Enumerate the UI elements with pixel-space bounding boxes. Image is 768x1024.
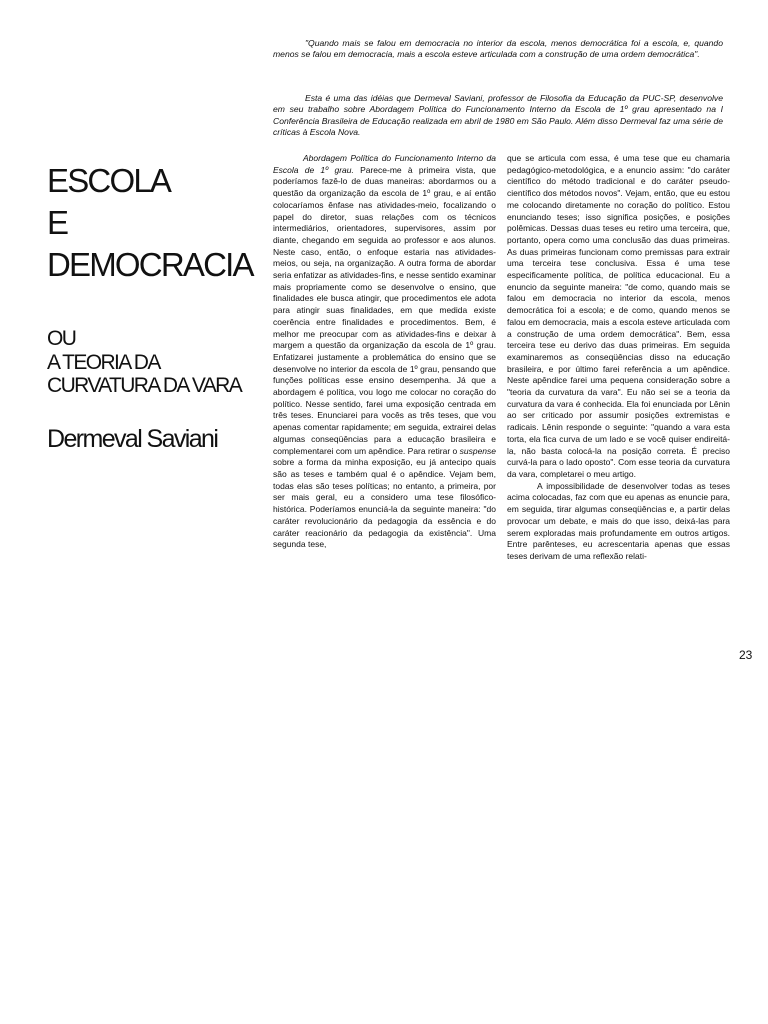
article-title: [47, 160, 277, 286]
body-column-2: [507, 153, 730, 563]
subtitle-line-3: CURVATURA DA VARA: [47, 374, 242, 397]
title-line-1: ESCOLA: [47, 162, 171, 199]
column1-text-b: sobre a forma da minha exposição, eu já antecipo quais são as teses e também qual é o apêndice. Vejam bem, todas elas são teses políticas; no entanto, a primeira, por ser mais geral, eu a considero uma tese filosófico-histórica. Poderíamos enunciá-la da seguinte maneira: "do caráter revolucionário da pedagogia da essência e do caráter reacionário da pedagogia da existência". Uma segunda tese,: [273, 457, 496, 550]
title-line-2: E: [47, 204, 68, 241]
column2-paragraph-1: que se articula com essa, é uma tese que eu chamaria pedagógico-metodológica, e a enuncio assim: "do caráter científico do método tradicional e do caráter pseudo-científico dos métodos novos". Vejam, então, que eu estou me colocando diretamente no coração do político. Estou enunciando teses; isso significa posições, e posições polêmicas. Dessas duas teses eu retiro uma terceira, que, portanto, opera como uma conclusão das duas primeiras. As duas primeiras funcionam como premissas para extrair uma terceira tese conclusiva. Essa é uma tese especificamente política, de política educacional. Eu a enuncio da seguinte maneira: "de como, quando mais se falou em democracia no interior da escola, menos democrática foi a escola; e de como, quando menos se falou em democracia, mais a escola esteve articulada com a construção de uma ordem democrática". Bem, essa terceira tese eu derivo das duas primeiras. Em seguida examinaremos as conseqüências disso na educação brasileira, e por último farei referência a um apêndice. Neste apêndice farei uma pequena consideração sobre a "teoria da curvatura da vara". Eu não sei se a teoria da curvatura da vara é conhecida. Ela foi enunciada por Lênin ao ser criticado por assumir posições extremistas e radicais. Lênin responde o seguinte: "quando a vara esta torta, ela fica curva de um lado e se você quiser endireitá-la, não basta colocá-la na posição correta. É preciso curvá-la para o lado oposto". Com esse teoria da curvatura da vara, completarei o meu artigo.: [507, 153, 730, 479]
page-number: 23: [739, 648, 753, 662]
subtitle-line-2: A TEORIA DA: [47, 350, 160, 374]
body-column-1: [273, 153, 496, 551]
subtitle-line-1: OU: [47, 327, 76, 350]
column1-italic-suspense: suspense: [459, 445, 497, 456]
column1-text-a: Parece-me à primeira vista, que poderíamos fazê-lo de duas maneiras: abordarmos ou a questão da organização da escola de 1º grau, e aí então colocaríamos ênfase nas atividades-meio, focalizando o papel do diretor, suas relações com os técnicos intermediários, orientadores, supervisores, assim por diante, chegando em seguida ao professor e aos alunos. Neste caso, então, o enfoque estaria nas atividades-meios, ou seja, na organização. A outra forma de abordar seria enfatizar as atividades-fins, e nesse sentido examinar mais propriamente como se desenvolve o ensino, que finalidades ele busca atingir, que procedimentos ele adota para atingir suas finalidades, em que medida existe coerência entre finalidades e procedimentos. Bem, é melhor me preocupar com as atividades-fins e deixar à margem a questão da organização da escola de 1º grau. Enfatizarei justamente a problemática do ensino que se desenvolve no interior da escola de 1º grau, pensando que funções políticas esse ensino desempenha. Já que a abordagem é política, vou logo me colocar no coração do político. Nesse sentido, farei uma exposição centrada em três teses. Enunciarei para vocês as três teses, que vou apenas comentar rapidamente; em seguida, extrairei delas algumas conseqüências para a educação brasileira e complementarei com um apêndice. Para retirar o: [273, 164, 497, 456]
author-name: Dermeval Saviani: [47, 425, 218, 453]
intro-text: Esta é uma das idéias que Dermeval Saviani, professor de Filosofia da Educação da PUC-SP, desenvolve em seu trabalho sobre Abordagem Política do Funcionamento Interno da Escola de 1º grau apresentado na I Conferência Brasileira de Educação realizada em abril de 1980 em São Paulo. Além disso Dermeval faz uma série de críticas à Escola Nova.: [273, 93, 723, 138]
epigraph: [273, 38, 723, 61]
column1-lead-italic: Abordagem Política do Funcionamento Interno da Escola de 1º grau.: [273, 153, 496, 175]
intro-paragraph: [273, 93, 723, 139]
epigraph-text: "Quando mais se falou em democracia no interior da escola, menos democrática foi a escola, e, quando menos se falou em democracia, mais a escola esteve articulada com a construção de uma ordem democrática".: [273, 38, 723, 60]
title-line-3: DEMOCRACIA: [47, 246, 253, 283]
article-subtitle: [47, 327, 277, 398]
column1-paragraph: [273, 153, 496, 551]
column2-paragraph-2: A impossibilidade de desenvolver todas as teses acima colocadas, faz com que eu apenas as enuncie para, em seguida, tirar algumas conseqüências e, a partir delas provocar um debate, e mais do que isso, deixá-las para serem exploradas mais profundamente em outros artigos. Entre parênteses, eu acrescentaria apenas que essas teses derivam de uma reflexão relati-: [507, 480, 730, 561]
